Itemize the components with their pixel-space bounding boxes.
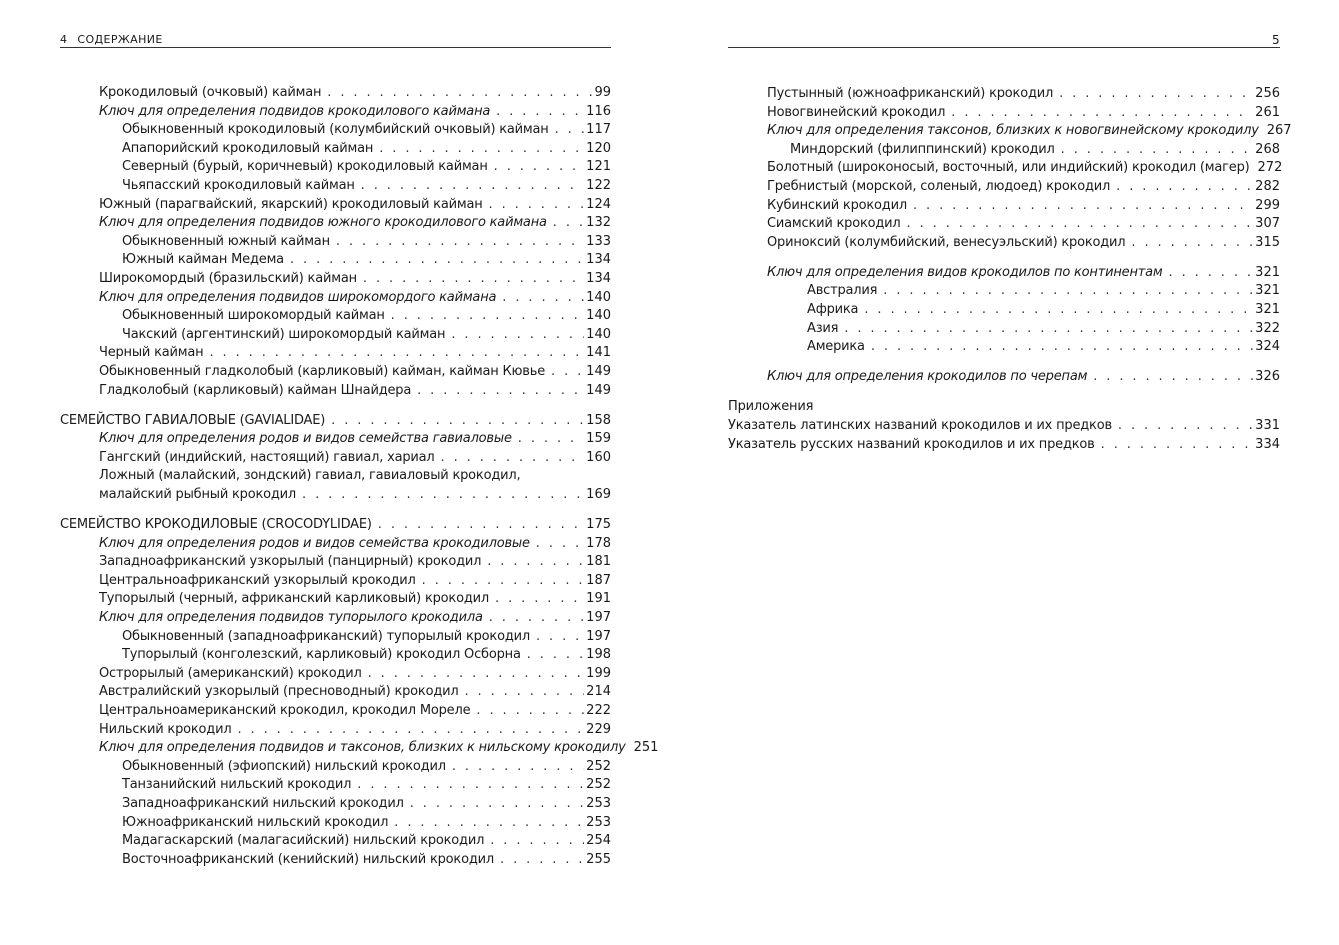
toc-entry [60, 609, 611, 628]
toc-entry [60, 289, 611, 308]
toc-entry [60, 486, 611, 505]
toc-entry-title: Ключ для определения подвидов и таксонов, близких к нильскому крокодилу [99, 740, 626, 756]
toc-entry-page: 140 [586, 308, 611, 324]
dot-leader [536, 535, 584, 554]
toc-entry [60, 430, 611, 449]
toc-entry [60, 758, 611, 777]
toc-entry-page: 326 [1255, 369, 1280, 385]
toc-entry [60, 449, 611, 468]
toc-entry [60, 344, 611, 363]
toc-entry-page: 254 [586, 833, 611, 849]
dot-leader [302, 486, 584, 505]
toc-entry-page: 251 [633, 740, 659, 756]
toc-entry [728, 368, 1280, 387]
toc-entry [60, 270, 611, 289]
toc-entry-page: 268 [1255, 141, 1280, 157]
dot-leader [379, 140, 584, 159]
toc-entry-page: 252 [586, 758, 611, 774]
toc-entry [728, 234, 1280, 253]
toc-entry-page: 299 [1255, 197, 1280, 213]
toc-entry [60, 590, 611, 609]
toc-entry [60, 665, 611, 684]
toc-entry-page: 133 [586, 233, 611, 249]
toc-right [728, 85, 1292, 454]
toc-entry-page: 321 [1255, 264, 1280, 280]
dot-leader [357, 776, 584, 795]
toc-entry-title: Австралийский узкорылый (пресноводный) крокодил [99, 684, 459, 700]
dot-leader [864, 301, 1253, 320]
dot-leader [1061, 141, 1254, 160]
toc-entry-page: 214 [586, 684, 611, 700]
toc-entry-title: Восточноафриканский (кенийский) нильский крокодил [122, 851, 494, 867]
dot-leader [464, 683, 584, 702]
dot-leader [1169, 264, 1254, 283]
toc-entry-title: Кубинский крокодил [767, 197, 907, 213]
toc-entry [60, 382, 611, 401]
toc-entry-title: Ключ для определения подвидов тупорылого крокодила [99, 610, 483, 626]
toc-entry-page: 141 [586, 345, 611, 361]
toc-entry [728, 159, 1283, 178]
dot-leader [336, 233, 584, 252]
toc-entry-page: 222 [586, 703, 611, 718]
toc-entry-title: Центральноамериканский крокодил, крокодил Мореле [99, 703, 471, 718]
toc-entry [60, 851, 611, 870]
dot-leader [1059, 85, 1253, 104]
dot-leader [487, 553, 584, 572]
dot-leader [1131, 234, 1253, 253]
toc-entry [728, 264, 1280, 283]
toc-entry-title: Америка [807, 339, 865, 355]
toc-entry-title: Приложения [728, 399, 814, 415]
toc-entry-title: Ключ для определения родов и видов семейства гавиаловые [99, 431, 512, 447]
toc-entry-title: Обыкновенный (эфиопский) нильский крокодил [122, 758, 446, 774]
toc-entry-title: Чьяпасский крокодиловый кайман [122, 177, 355, 193]
toc-entry-page: 191 [586, 591, 611, 607]
toc-entry-page: 122 [586, 177, 611, 193]
toc-entry-title: Широкомордый (бразильский) кайман [99, 270, 357, 286]
toc-entry-title: Сиамский крокодил [767, 216, 901, 232]
dot-leader [209, 344, 584, 363]
toc-entry-page: 99 [594, 85, 611, 100]
toc-entry [728, 197, 1280, 216]
toc-entry [60, 516, 611, 535]
toc-entry-page: 149 [586, 382, 611, 398]
toc-entry [60, 412, 611, 431]
toc-entry-title: Апапорийский крокодиловый кайман [122, 140, 374, 156]
toc-entry-title: Гладколобый (карликовый) кайман Шнайдера [99, 382, 412, 398]
toc-entry-page: 160 [586, 449, 611, 465]
toc-entry [60, 739, 659, 758]
dot-leader [536, 628, 584, 647]
toc-entry-title: СЕМЕЙСТВО ГАВИАЛОВЫЕ (GAVIALIDAE) [60, 412, 326, 428]
toc-entry [60, 158, 611, 177]
toc-entry-title: Южный кайман Медема [122, 252, 284, 268]
toc-entry-page: 197 [586, 610, 611, 626]
dot-leader [331, 412, 584, 431]
toc-entry [60, 721, 611, 740]
toc-entry-page: 229 [586, 721, 611, 737]
toc-entry [728, 85, 1280, 104]
toc-entry-page: 198 [586, 647, 611, 663]
toc-entry-title: Ключ для определения таксонов, близких к новогвинейскому крокодилу [767, 123, 1259, 139]
toc-entry [60, 251, 611, 270]
toc-entry-page: 315 [1255, 234, 1280, 250]
dot-leader [502, 289, 584, 308]
dot-leader [494, 158, 585, 177]
dot-leader [361, 177, 585, 196]
toc-entry [728, 436, 1280, 455]
toc-entry-title: Гребнистый (морской, соленый, людоед) крокодил [767, 178, 1111, 194]
toc-entry-page: 132 [586, 215, 611, 231]
page-number-right: 5 [1271, 33, 1280, 47]
toc-entry-page: 149 [586, 363, 611, 379]
dot-leader [1116, 178, 1253, 197]
toc-entry-title: Чакский (аргентинский) широкомордый кайман [122, 326, 446, 342]
toc-entry-page: 199 [586, 665, 611, 681]
toc-entry [728, 320, 1280, 339]
toc-entry [728, 104, 1280, 123]
toc-entry-page: 255 [586, 851, 611, 867]
dot-leader [527, 646, 584, 665]
page-number-left: 4 [60, 33, 68, 46]
toc-entry-title: Ключ для определения подвидов широкомордого каймана [99, 289, 497, 305]
toc-entry [60, 121, 611, 140]
toc-entry-page: 134 [586, 252, 611, 268]
toc-entry-page: 140 [586, 289, 611, 305]
dot-leader [378, 516, 584, 535]
dot-leader [410, 795, 584, 814]
toc-entry-page: 324 [1255, 339, 1280, 355]
toc-entry-title: Южноафриканский нильский крокодил [122, 814, 389, 830]
dot-leader [489, 609, 584, 628]
dot-leader [907, 215, 1254, 234]
toc-entry-page: 282 [1255, 178, 1280, 194]
toc-entry-page: 334 [1255, 436, 1280, 452]
dot-leader [451, 326, 584, 345]
toc-entry-title: Южный (парагвайский, якарский) крокодиловый кайман [99, 196, 483, 212]
toc-entry-title: Ключ для определения крокодилов по черепам [767, 369, 1088, 385]
dot-leader [1101, 436, 1254, 455]
toc-entry-page: 307 [1255, 216, 1280, 232]
toc-entry [60, 535, 611, 554]
toc-entry-title: Мадагаскарский (малагасийский) нильский крокодил [122, 833, 485, 849]
toc-entry-title: Обыкновенный широкомордый кайман [122, 308, 385, 324]
toc-entry-page: 120 [586, 140, 611, 156]
toc-entry-title: СЕМЕЙСТВО КРОКОДИЛОВЫЕ (CROCODYLIDAE) [60, 517, 372, 533]
toc-entry [60, 553, 611, 572]
toc-entry-title: Ключ для определения подвидов крокодилового каймана [99, 103, 491, 119]
toc-entry-title: Гангский (индийский, настоящий) гавиал, хариал [99, 449, 435, 465]
toc-entry [60, 572, 611, 591]
dot-leader [290, 251, 584, 270]
dot-leader [368, 665, 585, 684]
toc-entry-page: 124 [586, 196, 611, 212]
dot-leader [496, 103, 584, 122]
toc-entry [60, 307, 611, 326]
toc-entry [60, 776, 611, 795]
toc-entry-title: Обыкновенный крокодиловый (колумбийский очковый) кайман [122, 122, 549, 138]
toc-entry-title: Крокодиловый (очковый) кайман [99, 85, 322, 100]
toc-left [60, 84, 659, 869]
toc-entry-page: 261 [1255, 104, 1280, 120]
toc-entry [728, 398, 1280, 417]
toc-entry [728, 282, 1280, 301]
toc-entry-title: Обыкновенный гладколобый (карликовый) кайман, кайман Кювье [99, 363, 546, 379]
dot-leader [553, 214, 584, 233]
toc-entry-page: 267 [1266, 123, 1292, 139]
dot-leader [476, 702, 584, 721]
dot-leader [555, 121, 585, 140]
dot-leader [951, 104, 1253, 123]
toc-entry-title: Обыкновенный (западноафриканский) тупорылый крокодил [122, 628, 530, 644]
toc-entry-title: Азия [807, 320, 839, 336]
toc-entry-page: 159 [586, 431, 611, 447]
toc-entry-page: 197 [586, 628, 611, 644]
toc-entry-title: Черный кайман [99, 345, 204, 361]
dot-leader [500, 851, 584, 870]
toc-entry-page: 175 [586, 517, 611, 533]
toc-entry [60, 84, 611, 103]
toc-entry-page: 322 [1255, 320, 1280, 336]
toc-entry-page: 321 [1255, 302, 1280, 318]
toc-entry-page: 256 [1255, 86, 1280, 101]
toc-entry-title: Африка [807, 302, 859, 318]
toc-entry [60, 795, 611, 814]
dot-leader [394, 814, 584, 833]
dot-leader [327, 84, 592, 103]
toc-entry-page: 178 [586, 535, 611, 551]
toc-entry-page: 331 [1255, 418, 1280, 433]
running-title: СОДЕРЖАНИЕ [77, 33, 163, 46]
toc-entry [60, 177, 611, 196]
toc-entry [728, 178, 1280, 197]
toc-entry-title: Ложный (малайский, зондский) гавиал, гавиаловый крокодил, [99, 468, 521, 484]
toc-entry [60, 683, 611, 702]
toc-entry-title: Западноафриканский нильский крокодил [122, 795, 404, 811]
dot-leader [495, 590, 584, 609]
toc-entry-title: Ключ для определения подвидов южного крокодилового каймана [99, 215, 547, 231]
dot-leader [417, 382, 584, 401]
toc-entry-page: 117 [586, 122, 611, 138]
toc-entry [60, 467, 611, 486]
toc-entry-page: 158 [586, 412, 611, 428]
toc-entry [60, 628, 611, 647]
toc-entry-title: Новогвинейский крокодил [767, 104, 946, 120]
toc-entry-title: Северный (бурый, коричневый) крокодиловый кайман [122, 159, 488, 175]
dot-leader [391, 307, 585, 326]
toc-entry-page: 252 [586, 777, 611, 793]
toc-entry [728, 417, 1280, 436]
dot-leader [1093, 368, 1253, 387]
toc-entry-page: 187 [586, 572, 611, 588]
toc-entry-page: 121 [586, 159, 611, 175]
toc-entry [60, 196, 611, 215]
dot-leader [551, 363, 584, 382]
dot-leader [237, 721, 584, 740]
toc-entry-page: 272 [1257, 160, 1283, 176]
toc-entry-title: Австралия [807, 283, 878, 299]
toc-entry [60, 814, 611, 833]
toc-entry-page: 181 [586, 554, 611, 570]
dot-leader [1118, 417, 1253, 436]
toc-entry-page: 321 [1255, 283, 1280, 299]
toc-entry [60, 326, 611, 345]
toc-entry-title: Указатель латинских названий крокодилов и их предков [728, 418, 1112, 433]
toc-entry-title: Ключ для определения видов крокодилов по континентам [767, 264, 1163, 280]
toc-entry-title: Обыкновенный южный кайман [122, 233, 330, 249]
running-head-left [60, 33, 611, 48]
toc-entry-title: Пустынный (южноафриканский) крокодил [767, 86, 1054, 101]
toc-entry [60, 103, 611, 122]
running-head-right [728, 33, 1280, 48]
toc-entry [728, 215, 1280, 234]
toc-entry [728, 301, 1280, 320]
toc-entry-title: Тупорылый (конголезский, карликовый) крокодил Осборна [122, 647, 521, 663]
toc-entry-page: 253 [586, 814, 611, 830]
dot-leader [422, 572, 585, 591]
toc-entry [60, 702, 611, 721]
toc-entry-page: 253 [586, 795, 611, 811]
toc-entry-title: Ориноксий (колумбийский, венесуэльский) крокодил [767, 234, 1126, 250]
toc-entry-title: Танзанийский нильский крокодил [122, 777, 352, 793]
toc-entry [60, 832, 611, 851]
dot-leader [518, 430, 584, 449]
toc-entry-page: 169 [586, 486, 611, 502]
dot-leader [844, 320, 1253, 339]
toc-entry-title: Миндорский (филиппинский) крокодил [790, 141, 1055, 157]
toc-entry [60, 233, 611, 252]
dot-leader [489, 196, 585, 215]
toc-entry-title: Ключ для определения родов и видов семейства крокодиловые [99, 535, 530, 551]
toc-entry-title: Нильский крокодил [99, 721, 232, 737]
toc-entry-page: 140 [586, 326, 611, 342]
toc-entry-title: Острорылый (американский) крокодил [99, 665, 362, 681]
toc-entry-title: Западноафриканский узкорылый (панцирный) крокодил [99, 554, 482, 570]
toc-entry [60, 140, 611, 159]
toc-entry [60, 646, 611, 665]
dot-leader [363, 270, 584, 289]
dot-leader [490, 832, 584, 851]
toc-entry-page: 116 [586, 103, 611, 119]
toc-entry-title: Тупорылый (черный, африканский карликовый) крокодил [99, 591, 489, 607]
dot-leader [883, 282, 1253, 301]
dot-leader [913, 197, 1253, 216]
toc-entry [728, 338, 1280, 357]
toc-entry-title: Болотный (широконосый, восточный, или индийский) крокодил (магер) [767, 160, 1250, 176]
toc-entry [60, 363, 611, 382]
toc-entry [728, 122, 1292, 141]
toc-entry [60, 214, 611, 233]
toc-entry-title: Указатель русских названий крокодилов и их предков [728, 436, 1095, 452]
toc-entry-page: 134 [586, 270, 611, 286]
toc-entry [728, 141, 1280, 160]
dot-leader [871, 338, 1253, 357]
toc-entry-title: малайский рыбный крокодил [99, 486, 297, 502]
dot-leader [441, 449, 585, 468]
toc-entry-title: Центральноафриканский узкорылый крокодил [99, 572, 416, 588]
dot-leader [452, 758, 584, 777]
